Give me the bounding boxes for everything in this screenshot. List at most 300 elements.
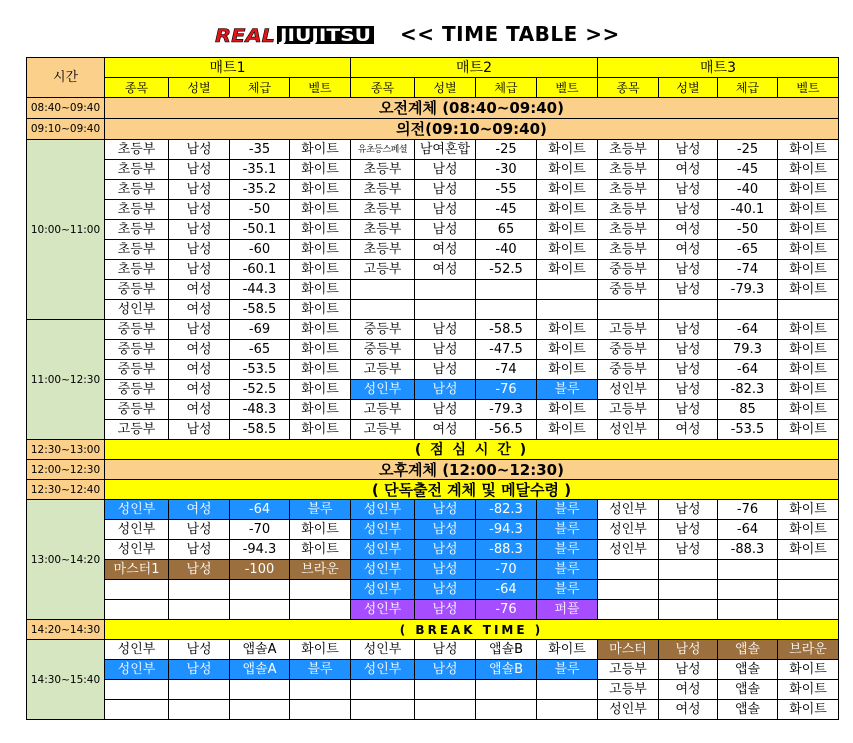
mat2-weight-cell	[476, 300, 537, 320]
mat2-gender-cell: 여성	[415, 420, 476, 440]
mat3-weight-cell: 79.3	[718, 340, 778, 360]
subheader-belt: 벨트	[290, 78, 351, 98]
mat1-event-cell	[105, 680, 169, 700]
mat2-weight-cell: -64	[476, 580, 537, 600]
mat1-gender-cell: 여성	[169, 280, 230, 300]
mat1-belt-cell: 화이트	[290, 420, 351, 440]
mat1-gender-cell: 남성	[169, 660, 230, 680]
table-row	[27, 240, 839, 260]
mat1-belt-cell: 화이트	[290, 340, 351, 360]
mat3-event-cell: 마스터	[598, 640, 659, 660]
mat1-gender-cell: 남성	[169, 200, 230, 220]
subheader-gender: 성별	[415, 78, 476, 98]
band-weigh-am: 오전계체 (08:40~09:40)	[105, 98, 839, 119]
mat3-event-cell: 고등부	[598, 400, 659, 420]
mat3-event-cell: 고등부	[598, 660, 659, 680]
mat3-weight-cell: 앱솔	[718, 700, 778, 720]
mat2-belt-cell: 화이트	[537, 400, 598, 420]
mat1-gender-cell: 여성	[169, 380, 230, 400]
mat1-event-cell: 초등부	[105, 160, 169, 180]
mat2-belt-cell: 화이트	[537, 180, 598, 200]
mat1-weight-cell: 앱솔A	[230, 660, 290, 680]
time-cell-weigh-pm: 12:00~12:30	[27, 460, 105, 480]
mat3-event-cell: 중등부	[598, 360, 659, 380]
mat1-gender-cell	[169, 580, 230, 600]
mat1-gender-cell: 여성	[169, 340, 230, 360]
mat3-gender-cell	[659, 600, 718, 620]
mat2-gender-cell: 남성	[415, 560, 476, 580]
mat3-belt-cell: 화이트	[778, 520, 839, 540]
mat2-belt-cell	[537, 280, 598, 300]
mat2-belt-cell: 화이트	[537, 220, 598, 240]
table-row	[27, 220, 839, 240]
table-row	[27, 300, 839, 320]
mat1-belt-cell: 화이트	[290, 260, 351, 280]
mat2-gender-cell: 여성	[415, 260, 476, 280]
mat1-gender-cell: 남성	[169, 540, 230, 560]
mat1-belt-cell	[290, 680, 351, 700]
mat1-event-cell: 마스터1	[105, 560, 169, 580]
mat2-gender-cell: 여성	[415, 240, 476, 260]
mat1-belt-cell: 화이트	[290, 300, 351, 320]
mat1-weight-cell: -50.1	[230, 220, 290, 240]
mat2-event-cell: 성인부	[351, 500, 415, 520]
mat3-gender-cell: 남성	[659, 660, 718, 680]
mat2-weight-cell: -52.5	[476, 260, 537, 280]
mat2-belt-cell: 화이트	[537, 360, 598, 380]
mat1-event-cell: 초등부	[105, 240, 169, 260]
mat2-weight-cell: -45	[476, 200, 537, 220]
mat2-belt-cell	[537, 680, 598, 700]
mat2-event-cell: 성인부	[351, 660, 415, 680]
mat3-gender-cell: 여성	[659, 700, 718, 720]
mat3-event-cell: 초등부	[598, 200, 659, 220]
mat3-belt-cell: 화이트	[778, 660, 839, 680]
mat1-weight-cell: -100	[230, 560, 290, 580]
mat2-weight-cell: -74	[476, 360, 537, 380]
mat3-belt-cell: 화이트	[778, 260, 839, 280]
time-cell-weigh-am: 08:40~09:40	[27, 98, 105, 119]
mat1-event-cell	[105, 600, 169, 620]
mat3-belt-cell: 화이트	[778, 400, 839, 420]
mat1-weight-cell: -52.5	[230, 380, 290, 400]
mat2-belt-cell: 블루	[537, 500, 598, 520]
mat2-event-cell: 고등부	[351, 400, 415, 420]
mat1-belt-cell: 화이트	[290, 240, 351, 260]
mat2-weight-cell: -88.3	[476, 540, 537, 560]
mat1-gender-cell: 여성	[169, 300, 230, 320]
mat2-belt-cell: 화이트	[537, 420, 598, 440]
mat2-weight-cell	[476, 700, 537, 720]
mat3-event-cell: 초등부	[598, 140, 659, 160]
table-row	[27, 180, 839, 200]
table-row	[27, 280, 839, 300]
mat2-gender-cell	[415, 280, 476, 300]
mat1-belt-cell: 블루	[290, 660, 351, 680]
mat1-weight-cell: 앱솔A	[230, 640, 290, 660]
mat1-belt-cell: 블루	[290, 500, 351, 520]
mat1-event-cell: 초등부	[105, 260, 169, 280]
mat1-weight-cell: -35.2	[230, 180, 290, 200]
table-row	[27, 620, 839, 640]
mat3-gender-cell	[659, 560, 718, 580]
mat2-belt-cell: 블루	[537, 660, 598, 680]
mat3-weight-cell: -65	[718, 240, 778, 260]
mat1-gender-cell: 남성	[169, 560, 230, 580]
mat3-gender-cell: 남성	[659, 380, 718, 400]
mat1-belt-cell: 화이트	[290, 320, 351, 340]
mat1-gender-cell: 남성	[169, 140, 230, 160]
mat2-weight-cell: 65	[476, 220, 537, 240]
mat3-weight-cell: -45	[718, 160, 778, 180]
table-row	[27, 560, 839, 580]
time-column-header: 시간	[27, 58, 105, 98]
table-row	[27, 360, 839, 380]
mat2-weight-cell: -55	[476, 180, 537, 200]
subheader-gender: 성별	[169, 78, 230, 98]
mat3-weight-cell: -40	[718, 180, 778, 200]
mat3-belt-cell: 브라운	[778, 640, 839, 660]
mat1-weight-cell: -50	[230, 200, 290, 220]
mat2-weight-cell: -70	[476, 560, 537, 580]
mat1-gender-cell: 남성	[169, 420, 230, 440]
mat3-event-cell: 중등부	[598, 280, 659, 300]
mat3-belt-cell	[778, 600, 839, 620]
mat1-weight-cell	[230, 680, 290, 700]
mat2-gender-cell	[415, 680, 476, 700]
mat1-gender-cell: 여성	[169, 500, 230, 520]
mat3-gender-cell: 여성	[659, 160, 718, 180]
mat2-gender-cell: 남성	[415, 540, 476, 560]
mat2-weight-cell: -79.3	[476, 400, 537, 420]
mat2-belt-cell: 화이트	[537, 160, 598, 180]
mat3-belt-cell: 화이트	[778, 140, 839, 160]
mat3-belt-cell: 화이트	[778, 420, 839, 440]
mat1-gender-cell: 남성	[169, 320, 230, 340]
mat2-gender-cell: 남성	[415, 200, 476, 220]
mat2-gender-cell: 남성	[415, 640, 476, 660]
table-row	[27, 520, 839, 540]
mat3-event-cell	[598, 560, 659, 580]
svg-text:REAL: REAL	[215, 25, 275, 47]
mat2-event-cell: 초등부	[351, 220, 415, 240]
mat2-event-cell: 중등부	[351, 320, 415, 340]
mat1-weight-cell: -65	[230, 340, 290, 360]
mat3-gender-cell: 남성	[659, 320, 718, 340]
mat2-gender-cell: 남성	[415, 180, 476, 200]
mat3-belt-cell	[778, 580, 839, 600]
mat1-weight-cell: -60	[230, 240, 290, 260]
mat3-belt-cell: 화이트	[778, 240, 839, 260]
real-jiujitsu-logo	[213, 23, 375, 47]
mat2-event-cell: 초등부	[351, 200, 415, 220]
mat2-event-cell: 성인부	[351, 520, 415, 540]
mat3-belt-cell	[778, 300, 839, 320]
mat2-weight-cell	[476, 280, 537, 300]
mat2-event-cell	[351, 280, 415, 300]
mat1-weight-cell: -48.3	[230, 400, 290, 420]
subheader-weight: 체급	[230, 78, 290, 98]
time-cell-1000: 10:00~11:00	[27, 140, 105, 320]
mat1-gender-cell: 남성	[169, 240, 230, 260]
time-cell-break: 14:20~14:30	[27, 620, 105, 640]
mat3-weight-cell: -74	[718, 260, 778, 280]
mat3-event-cell: 초등부	[598, 160, 659, 180]
mat2-belt-cell	[537, 300, 598, 320]
mat3-belt-cell: 화이트	[778, 540, 839, 560]
mat3-gender-cell: 남성	[659, 360, 718, 380]
mat2-weight-cell	[476, 680, 537, 700]
mat2-event-cell: 성인부	[351, 540, 415, 560]
mat2-event-cell: 중등부	[351, 340, 415, 360]
mat2-belt-cell: 블루	[537, 520, 598, 540]
mat3-gender-cell: 여성	[659, 680, 718, 700]
mat2-event-cell	[351, 300, 415, 320]
table-row	[27, 540, 839, 560]
subheader-event: 종목	[351, 78, 415, 98]
mat1-event-cell: 성인부	[105, 500, 169, 520]
mat1-event-cell: 중등부	[105, 400, 169, 420]
mat1-belt-cell	[290, 600, 351, 620]
mat2-gender-cell: 남성	[415, 380, 476, 400]
mat2-belt-cell: 화이트	[537, 320, 598, 340]
mat2-event-cell	[351, 680, 415, 700]
mat3-event-cell: 중등부	[598, 260, 659, 280]
mat1-belt-cell	[290, 580, 351, 600]
mat3-belt-cell: 화이트	[778, 340, 839, 360]
mat3-gender-cell: 남성	[659, 140, 718, 160]
mat3-weight-cell: -50	[718, 220, 778, 240]
time-cell-solo: 12:30~12:40	[27, 480, 105, 500]
mat2-weight-cell: 앱솔B	[476, 660, 537, 680]
mat1-weight-cell: -58.5	[230, 420, 290, 440]
page-title: << TIME TABLE >>	[400, 22, 620, 46]
mat3-belt-cell: 화이트	[778, 680, 839, 700]
subheader-weight: 체급	[718, 78, 778, 98]
mat1-belt-cell: 화이트	[290, 540, 351, 560]
mat2-weight-cell: 앱솔B	[476, 640, 537, 660]
mat3-weight-cell: -64	[718, 320, 778, 340]
table-row	[27, 320, 839, 340]
mat1-gender-cell	[169, 700, 230, 720]
mat1-weight-cell: -35.1	[230, 160, 290, 180]
mat1-event-cell: 중등부	[105, 340, 169, 360]
mat1-weight-cell: -58.5	[230, 300, 290, 320]
mat1-event-cell: 초등부	[105, 140, 169, 160]
mat1-event-cell: 중등부	[105, 360, 169, 380]
mat3-gender-cell: 남성	[659, 260, 718, 280]
mat2-weight-cell: -58.5	[476, 320, 537, 340]
mat2-gender-cell: 남성	[415, 520, 476, 540]
mat3-event-cell: 중등부	[598, 340, 659, 360]
table-row	[27, 200, 839, 220]
mat2-event-cell: 초등부	[351, 180, 415, 200]
subheader-weight: 체급	[476, 78, 537, 98]
mat2-belt-cell: 퍼플	[537, 600, 598, 620]
mat2-weight-cell: -25	[476, 140, 537, 160]
mat3-belt-cell: 화이트	[778, 500, 839, 520]
time-cell-1300: 13:00~14:20	[27, 500, 105, 620]
mat1-belt-cell: 화이트	[290, 400, 351, 420]
mat2-event-cell: 성인부	[351, 380, 415, 400]
mat2-belt-cell	[537, 700, 598, 720]
mat2-event-cell: 유초등스페셜	[351, 140, 415, 160]
table-row	[27, 440, 839, 460]
mat3-weight-cell	[718, 300, 778, 320]
mat1-weight-cell: -64	[230, 500, 290, 520]
mat1-belt-cell	[290, 700, 351, 720]
subheader-belt: 벨트	[778, 78, 839, 98]
mat3-event-cell: 초등부	[598, 240, 659, 260]
mat3-gender-cell	[659, 300, 718, 320]
mat1-event-cell: 초등부	[105, 180, 169, 200]
mat1-event-cell: 성인부	[105, 520, 169, 540]
mat2-event-cell: 고등부	[351, 360, 415, 380]
mat2-event-cell	[351, 700, 415, 720]
table-row	[27, 500, 839, 520]
mat2-event-cell: 초등부	[351, 160, 415, 180]
mat2-weight-cell: -76	[476, 600, 537, 620]
mat3-weight-cell: -79.3	[718, 280, 778, 300]
mat1-event-cell: 고등부	[105, 420, 169, 440]
subheader-event: 종목	[598, 78, 659, 98]
mat3-event-cell	[598, 600, 659, 620]
subheader-gender: 성별	[659, 78, 718, 98]
mat1-event-cell: 중등부	[105, 320, 169, 340]
mat1-weight-cell: -94.3	[230, 540, 290, 560]
table-row	[27, 340, 839, 360]
mat3-weight-cell: -82.3	[718, 380, 778, 400]
table-row	[27, 420, 839, 440]
table-row	[27, 600, 839, 620]
svg-text:JIUJITSU: JIUJITSU	[278, 26, 371, 46]
mat2-weight-cell: -56.5	[476, 420, 537, 440]
mat2-gender-cell: 남성	[415, 580, 476, 600]
mat-header-mat1: 매트1	[105, 58, 351, 78]
mat1-event-cell	[105, 700, 169, 720]
mat2-event-cell: 성인부	[351, 640, 415, 660]
mat3-gender-cell: 남성	[659, 340, 718, 360]
subheader-belt: 벨트	[537, 78, 598, 98]
table-row	[27, 119, 839, 140]
mat1-weight-cell	[230, 600, 290, 620]
mat1-event-cell: 성인부	[105, 540, 169, 560]
mat3-belt-cell: 화이트	[778, 180, 839, 200]
mat1-event-cell: 초등부	[105, 200, 169, 220]
mat3-gender-cell: 남성	[659, 200, 718, 220]
mat1-event-cell: 성인부	[105, 300, 169, 320]
mat3-belt-cell	[778, 560, 839, 580]
mat3-gender-cell: 여성	[659, 240, 718, 260]
mat3-event-cell: 성인부	[598, 500, 659, 520]
time-cell-ceremony: 09:10~09:40	[27, 119, 105, 140]
time-cell-1100: 11:00~12:30	[27, 320, 105, 440]
mat2-event-cell: 고등부	[351, 420, 415, 440]
mat3-weight-cell: -53.5	[718, 420, 778, 440]
table-row	[27, 98, 839, 119]
mat3-belt-cell: 화이트	[778, 700, 839, 720]
mat2-gender-cell: 남성	[415, 160, 476, 180]
table-row	[27, 640, 839, 660]
mat3-event-cell: 성인부	[598, 380, 659, 400]
mat3-weight-cell	[718, 600, 778, 620]
page-header	[0, 0, 853, 54]
mat1-belt-cell: 화이트	[290, 380, 351, 400]
mat2-event-cell: 성인부	[351, 560, 415, 580]
mat2-belt-cell: 블루	[537, 580, 598, 600]
mat1-weight-cell: -60.1	[230, 260, 290, 280]
mat3-belt-cell: 화이트	[778, 200, 839, 220]
mat3-event-cell	[598, 580, 659, 600]
table-row	[27, 58, 839, 78]
mat3-event-cell: 초등부	[598, 220, 659, 240]
mat1-weight-cell: -70	[230, 520, 290, 540]
mat1-gender-cell: 남성	[169, 160, 230, 180]
mat3-belt-cell: 화이트	[778, 280, 839, 300]
mat3-weight-cell: 85	[718, 400, 778, 420]
table-row	[27, 160, 839, 180]
mat3-gender-cell: 여성	[659, 220, 718, 240]
mat1-event-cell	[105, 580, 169, 600]
mat3-gender-cell: 남성	[659, 400, 718, 420]
mat1-weight-cell: -69	[230, 320, 290, 340]
mat3-event-cell: 성인부	[598, 700, 659, 720]
mat3-weight-cell: -64	[718, 520, 778, 540]
timetable	[26, 57, 839, 720]
mat1-gender-cell	[169, 680, 230, 700]
mat3-weight-cell: -25	[718, 140, 778, 160]
mat2-belt-cell: 화이트	[537, 140, 598, 160]
mat3-weight-cell	[718, 560, 778, 580]
table-row	[27, 140, 839, 160]
mat2-belt-cell: 화이트	[537, 640, 598, 660]
mat3-event-cell: 성인부	[598, 540, 659, 560]
mat1-event-cell: 중등부	[105, 380, 169, 400]
mat2-belt-cell: 블루	[537, 560, 598, 580]
mat2-gender-cell: 남성	[415, 500, 476, 520]
mat1-belt-cell: 화이트	[290, 640, 351, 660]
mat1-gender-cell: 남성	[169, 220, 230, 240]
mat1-gender-cell: 남성	[169, 180, 230, 200]
mat1-gender-cell	[169, 600, 230, 620]
mat1-gender-cell: 여성	[169, 400, 230, 420]
table-row	[27, 380, 839, 400]
mat2-belt-cell: 화이트	[537, 340, 598, 360]
mat2-event-cell: 성인부	[351, 600, 415, 620]
mat3-gender-cell: 남성	[659, 640, 718, 660]
mat2-weight-cell: -47.5	[476, 340, 537, 360]
mat3-belt-cell: 화이트	[778, 320, 839, 340]
table-row	[27, 260, 839, 280]
mat3-event-cell: 고등부	[598, 320, 659, 340]
mat3-weight-cell: 앱솔	[718, 660, 778, 680]
mat1-belt-cell: 화이트	[290, 200, 351, 220]
mat2-weight-cell: -40	[476, 240, 537, 260]
mat3-gender-cell: 여성	[659, 420, 718, 440]
mat2-event-cell: 초등부	[351, 240, 415, 260]
mat2-gender-cell: 남성	[415, 320, 476, 340]
mat3-weight-cell: -64	[718, 360, 778, 380]
mat1-belt-cell: 화이트	[290, 220, 351, 240]
mat2-event-cell: 성인부	[351, 580, 415, 600]
mat2-weight-cell: -94.3	[476, 520, 537, 540]
mat2-gender-cell: 남성	[415, 400, 476, 420]
band-lunch: ( 점 심 시 간 )	[105, 440, 839, 460]
mat2-gender-cell: 남성	[415, 360, 476, 380]
mat1-weight-cell: -53.5	[230, 360, 290, 380]
mat1-belt-cell: 화이트	[290, 140, 351, 160]
mat3-gender-cell: 남성	[659, 520, 718, 540]
